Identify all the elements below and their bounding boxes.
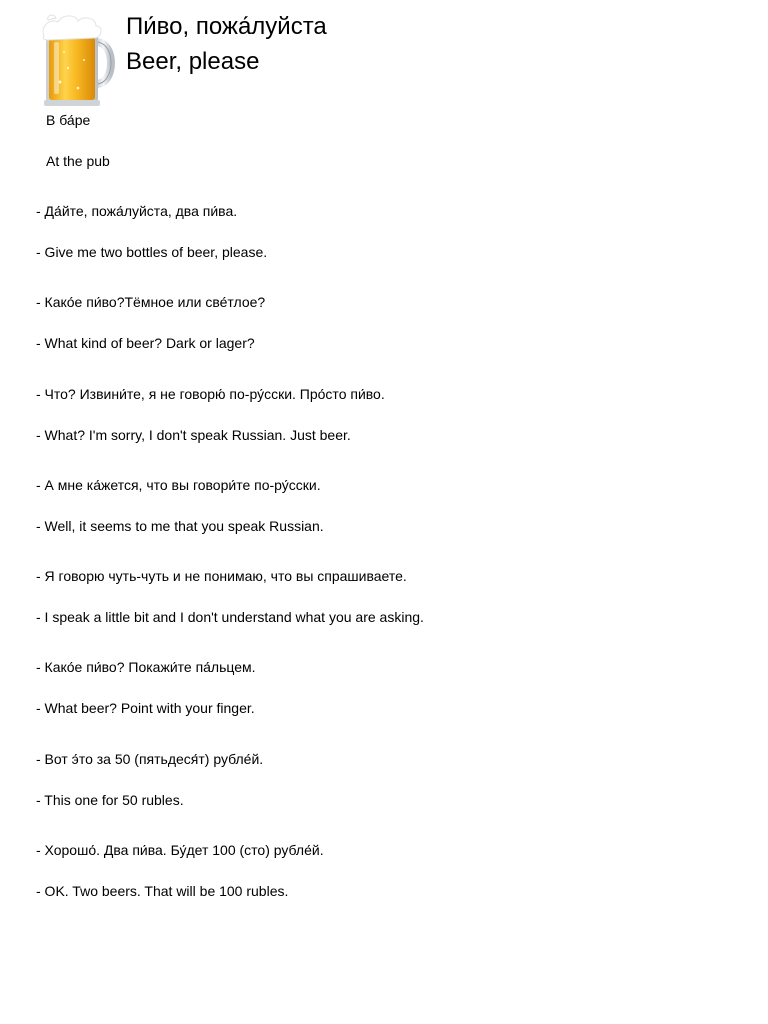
beer-mug-icon — [38, 12, 118, 108]
intro-russian: В ба́ре — [46, 112, 91, 128]
dialog-line: - What? I'm sorry, I don't speak Russian. Just beer. — [36, 427, 351, 443]
dialog-line: - Како́е пи́во?Тёмное или све́тлое? — [36, 294, 266, 310]
dialog-line: - What kind of beer? Dark or lager? — [36, 335, 255, 351]
dialog-line: - Вот э́то за 50 (пятьдеся́т) рубле́й. — [36, 751, 264, 767]
dialog-line: - Како́е пи́во? Покажи́те па́льцем. — [36, 659, 256, 675]
dialog-line: - Что? Извини́те, я не говорю́ по-ру́сски. Про́сто пи́во. — [36, 386, 385, 402]
dialog-line: - Well, it seems to me that you speak Russian. — [36, 518, 324, 534]
dialog-line: - Да́йте, пожа́луйста, два пи́ва. — [36, 203, 238, 219]
dialog-line: - Give me two bottles of beer, please. — [36, 244, 268, 260]
dialog-line: - Хорошо́. Два пи́ва. Бу́дет 100 (сто) рубле́й. — [36, 842, 324, 858]
dialog-line: - Я говорю чуть-чуть и не понимаю, что вы спрашиваете. — [36, 568, 407, 584]
dialog-line: - This one for 50 rubles. — [36, 792, 184, 808]
dialog-line: - OK. Two beers. That will be 100 rubles. — [36, 883, 289, 899]
document-header — [0, 0, 768, 110]
dialog-line: - А мне ка́жется, что вы говори́те по-ру́сски. — [36, 477, 321, 493]
intro-english: At the pub — [46, 153, 110, 169]
dialog-line: - What beer? Point with your finger. — [36, 700, 255, 716]
dialog-line: - I speak a little bit and I don't understand what you are asking. — [36, 609, 424, 625]
page-title-russian: Пи́во, пожа́луйста — [126, 13, 327, 40]
page-title-english: Beer, please — [126, 48, 260, 75]
